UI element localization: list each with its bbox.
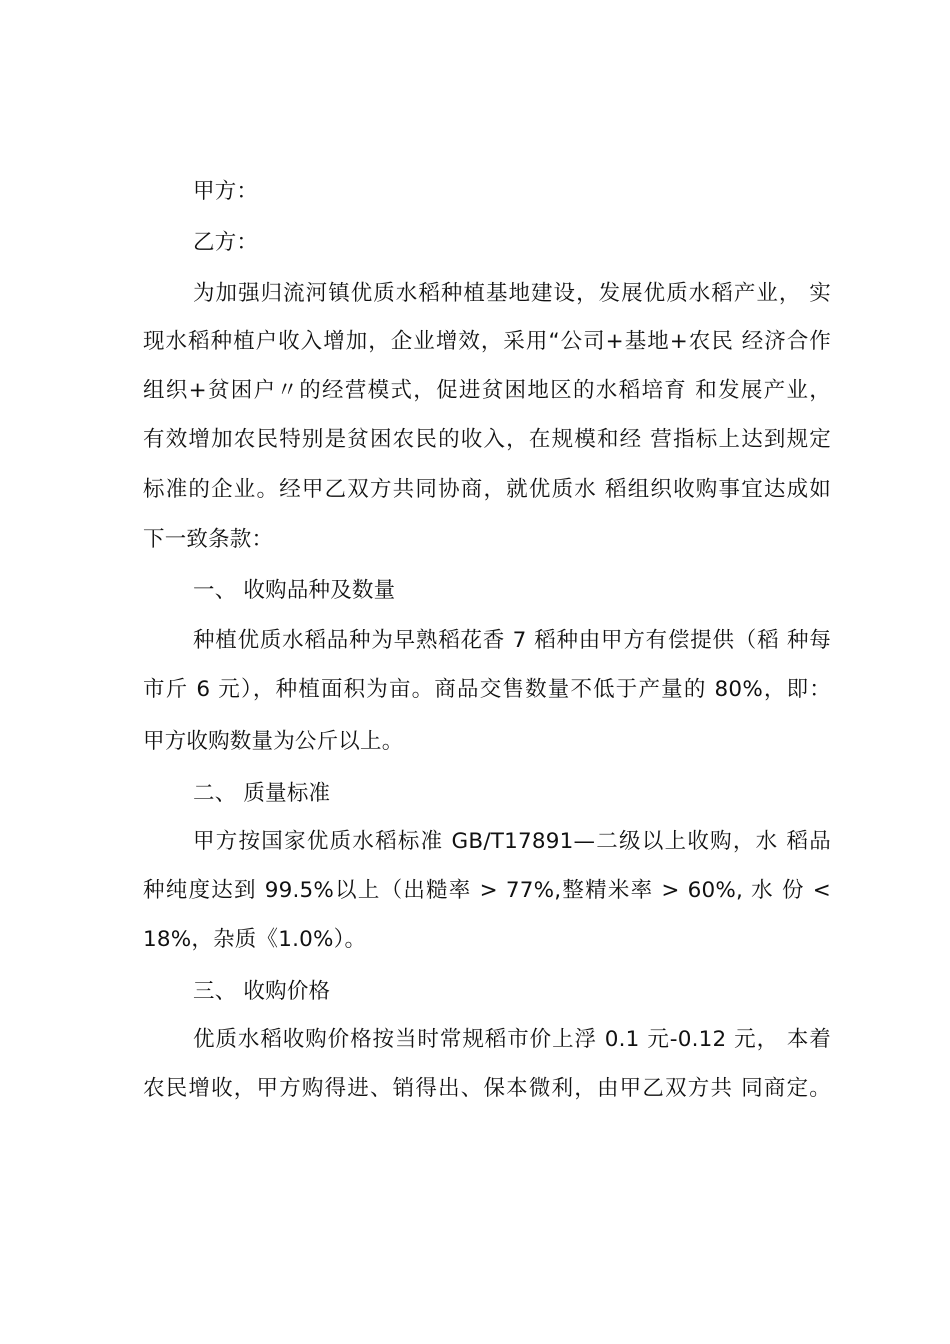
section-3-heading: 三、 收购价格 — [193, 979, 331, 1004]
section-1-line-1: 种植优质水稻品种为早熟稻花香 7 稻种由甲方有偿提供（稻 种每 — [193, 628, 831, 653]
intro-line-1: 为加强归流河镇优质水稻种植基地建设，发展优质水稻产业， 实 — [193, 281, 831, 306]
section-2-heading: 二、 质量标准 — [193, 781, 331, 806]
intro-line-2: 现水稻种植户收入增加，企业增效，采用“公司+基地+农民 经济合作 — [143, 329, 831, 354]
section-2-line-2: 种纯度达到 99.5%以上（出糙率 > 77%,整精米率 > 60%, 水 份 < — [143, 878, 831, 903]
section-3-line-1: 优质水稻收购价格按当时常规稻市价上浮 0.1 元-0.12 元， 本着 — [193, 1027, 831, 1052]
party-b-label: 乙方： — [193, 230, 259, 255]
section-1-heading: 一、 收购品种及数量 — [193, 578, 396, 603]
party-a-label: 甲方： — [193, 179, 259, 204]
section-3-line-2: 农民增收，甲方购得进、销得出、保本微利，由甲乙双方共 同商定。 — [143, 1076, 831, 1101]
section-1-line-3: 甲方收购数量为公斤以上。 — [143, 729, 404, 754]
intro-line-3: 组织+贫困户〃的经营模式，促进贫困地区的水稻培育 和发展产业， — [143, 378, 831, 403]
section-2-line-3: 18%，杂质《1.0%）。 — [143, 927, 367, 952]
section-1-line-2: 市斤 6 元），种植面积为亩。商品交售数量不低于产量的 80%，即： — [143, 677, 831, 702]
intro-line-4: 有效增加农民特别是贫困农民的收入，在规模和经 营指标上达到规定 — [143, 427, 831, 452]
intro-line-6: 下一致条款： — [143, 527, 274, 552]
intro-line-5: 标准的企业。经甲乙双方共同协商，就优质水 稻组织收购事宜达成如 — [143, 477, 831, 502]
section-2-line-1: 甲方按国家优质水稻标准 GB/T17891—二级以上收购，水 稻品 — [193, 829, 831, 854]
